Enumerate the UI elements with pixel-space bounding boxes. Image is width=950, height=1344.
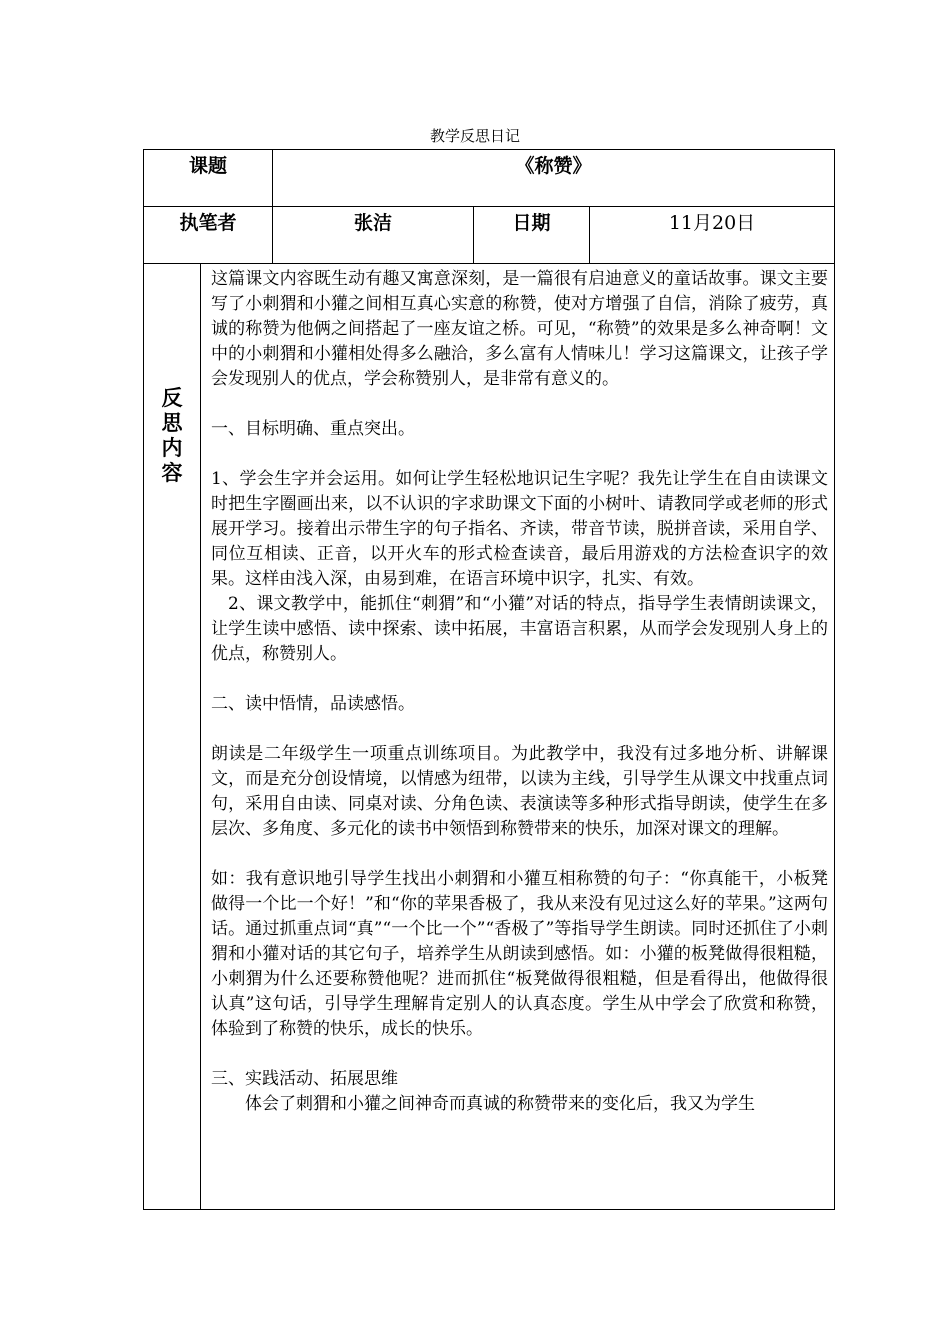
heading-3: 三、实践活动、拓展思维 [211,1069,398,1089]
paragraph: 2、课文教学中，能抓住“刺猬”和“小獾”对话的特点，指导学生表情朗读课文，让学生读中感悟、读中探索、读中拓展，丰富语言积累，从而学会发现别人身上的优点，称赞别人。 [211,594,829,664]
author-row [144,207,835,264]
document-title: 教学反思日记 [429,127,520,145]
paragraph: 体会了刺猬和小獾之间神奇而真诚的称赞带来的变化后，我又为学生 [245,1094,755,1114]
paragraph: 1、学会生字并会运用。如何让学生轻松地识记生字呢？我先让学生在自由读课文时把生字圈画出来，以不认识的字求助课文下面的小树叶、请教同学或老师的形式展开学习。接着出示带生字的句子指名、齐读，带音节读，脱拼音读，采用自学、同位互相读、正音，以开火车的形式检查读音，最后用游戏的方法检查识字的效果。这样由浅入深，由易到难，在语言环境中识字，扎实、有效。 [211,469,829,589]
heading-1: 一、目标明确、重点突出。 [211,419,415,439]
date-value: 11月20日 [590,207,835,264]
paragraph: 这篇课文内容既生动有趣又寓意深刻，是一篇很有启迪意义的童话故事。课文主要写了小刺猬和小獾之间相互真心实意的称赞，使对方增强了自信，消除了疲劳，真诚的称赞为他俩之间搭起了一座友谊之桥。可见，“称赞”的效果是多么神奇啊！文中的小刺猬和小獾相处得多么融洽，多么富有人情味儿！学习这篇课文，让孩子学会发现别人的优点，学会称赞别人，是非常有意义的。 [211,269,829,389]
course-label: 课题 [144,150,273,207]
course-value: 《称赞》 [273,150,835,207]
diary-table [143,149,835,1210]
paragraph: 朗读是二年级学生一项重点训练项目。为此教学中，我没有过多地分析、讲解课文，而是充分创设情境，以情感为纽带，以读为主线，引导学生从课文中找重点词句，采用自由读、同桌对读、分角色读、表演读等多种形式指导朗读，使学生在多层次、多角度、多元化的读书中领悟到称赞带来的快乐，加深对课文的理解。 [211,744,829,839]
section-label: 反 思 内 容 [144,264,201,1210]
paragraph: 如：我有意识地引导学生找出小刺猬和小獾互相称赞的句子：“你真能干，小板凳做得一个比一个好！”和“你的苹果香极了，我从来没有见过这么好的苹果。”这两句话。通过抓重点词“真”“一个比一个”“香极了”等指导学生朗读。同时还抓住了小刺猬和小獾对话的其它句子，培养学生从朗读到感悟。如：小獾的板凳做得很粗糙，小刺猬为什么还要称赞他呢？进而抓住“板凳做得很粗糙，但是看得出，他做得很认真”这句话，引导学生理解肯定别人的认真态度。学生从中学会了欣赏和称赞，体验到了称赞的快乐，成长的快乐。 [211,869,829,1039]
heading-2: 二、读中悟情，品读感悟。 [211,694,415,714]
reflection-content [201,264,835,1210]
author-value: 张洁 [273,207,474,264]
author-label: 执笔者 [144,207,273,264]
reflection-row [144,264,835,1210]
course-row [144,150,835,207]
date-label: 日期 [474,207,590,264]
